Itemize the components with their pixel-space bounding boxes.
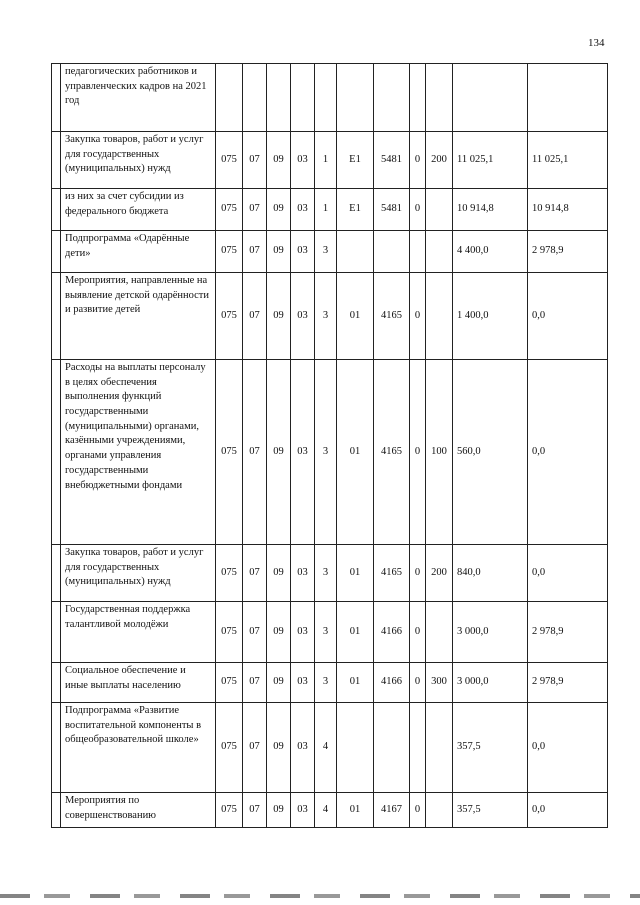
item-name-cell: Мероприятия по совершенствованию <box>61 793 216 828</box>
code-cell-c5: 3 <box>315 273 337 360</box>
code-cell-c1 <box>216 64 243 132</box>
code-cell-c5 <box>315 64 337 132</box>
code-cell-c9: 200 <box>426 132 453 189</box>
code-cell-c6: 01 <box>337 273 374 360</box>
code-cell-c6: 01 <box>337 360 374 545</box>
code-cell-c2: 07 <box>243 360 267 545</box>
row-number-cell <box>52 64 61 132</box>
table-row <box>52 602 608 663</box>
code-cell-c7 <box>374 231 410 273</box>
code-cell-c8: 0 <box>410 360 426 545</box>
code-cell-c5: 1 <box>315 189 337 231</box>
code-cell-c3: 09 <box>267 545 291 602</box>
amount2-cell: 0,0 <box>528 360 608 545</box>
code-cell-c2: 07 <box>243 793 267 828</box>
scan-footer-artifact <box>0 894 640 898</box>
amount1-cell: 560,0 <box>453 360 528 545</box>
code-cell-c3: 09 <box>267 273 291 360</box>
amount1-cell: 10 914,8 <box>453 189 528 231</box>
item-name-cell: Государственная поддержка талантливой молодёжи <box>61 602 216 663</box>
code-cell-c6: 01 <box>337 793 374 828</box>
code-cell-c6 <box>337 231 374 273</box>
code-cell-c9 <box>426 231 453 273</box>
code-cell-c3: 09 <box>267 132 291 189</box>
code-cell-c3: 09 <box>267 189 291 231</box>
code-cell-c2: 07 <box>243 545 267 602</box>
code-cell-c1: 075 <box>216 793 243 828</box>
table-row <box>52 273 608 360</box>
row-number-cell <box>52 189 61 231</box>
code-cell-c7: 5481 <box>374 132 410 189</box>
code-cell-c6: E1 <box>337 132 374 189</box>
code-cell-c8: 0 <box>410 132 426 189</box>
row-number-cell <box>52 132 61 189</box>
code-cell-c6: 01 <box>337 602 374 663</box>
code-cell-c2: 07 <box>243 273 267 360</box>
code-cell-c3: 09 <box>267 602 291 663</box>
item-name-cell: Закупка товаров, работ и услуг для государственных (муниципальных) нужд <box>61 132 216 189</box>
code-cell-c7: 4167 <box>374 793 410 828</box>
code-cell-c4: 03 <box>291 703 315 793</box>
code-cell-c9: 300 <box>426 663 453 703</box>
amount1-cell: 357,5 <box>453 793 528 828</box>
row-number-cell <box>52 273 61 360</box>
code-cell-c2: 07 <box>243 231 267 273</box>
code-cell-c4: 03 <box>291 360 315 545</box>
item-name-cell: педагогических работников и управленческих кадров на 2021 год <box>61 64 216 132</box>
code-cell-c7: 4166 <box>374 602 410 663</box>
code-cell-c5: 4 <box>315 703 337 793</box>
code-cell-c7 <box>374 703 410 793</box>
amount2-cell: 11 025,1 <box>528 132 608 189</box>
code-cell-c9 <box>426 273 453 360</box>
item-name-cell: Социальное обеспечение и иные выплаты населению <box>61 663 216 703</box>
item-name-cell: Подпрограмма «Одарённые дети» <box>61 231 216 273</box>
item-name-cell: Мероприятия, направленные на выявление детской одарённости и развитие детей <box>61 273 216 360</box>
amount1-cell: 840,0 <box>453 545 528 602</box>
row-number-cell <box>52 360 61 545</box>
item-name-cell: Расходы на выплаты персоналу в целях обеспечения выполнения функций государственными (муниципальными) органами, казёнными учреждениями, органами управления государственными внебюджетными фондами <box>61 360 216 545</box>
table-row <box>52 663 608 703</box>
code-cell-c1: 075 <box>216 602 243 663</box>
code-cell-c6 <box>337 64 374 132</box>
amount1-cell: 1 400,0 <box>453 273 528 360</box>
code-cell-c8: 0 <box>410 273 426 360</box>
amount2-cell: 2 978,9 <box>528 231 608 273</box>
amount2-cell: 0,0 <box>528 703 608 793</box>
code-cell-c9 <box>426 64 453 132</box>
code-cell-c5: 3 <box>315 545 337 602</box>
code-cell-c1: 075 <box>216 360 243 545</box>
amount2-cell: 10 914,8 <box>528 189 608 231</box>
code-cell-c1: 075 <box>216 273 243 360</box>
code-cell-c8: 0 <box>410 545 426 602</box>
code-cell-c4: 03 <box>291 231 315 273</box>
code-cell-c2: 07 <box>243 602 267 663</box>
code-cell-c7: 4166 <box>374 663 410 703</box>
code-cell-c4: 03 <box>291 273 315 360</box>
code-cell-c1: 075 <box>216 231 243 273</box>
code-cell-c5: 3 <box>315 602 337 663</box>
item-name-cell: из них за счет субсидии из федерального бюджета <box>61 189 216 231</box>
code-cell-c4: 03 <box>291 132 315 189</box>
code-cell-c8: 0 <box>410 793 426 828</box>
code-cell-c1: 075 <box>216 132 243 189</box>
amount1-cell: 357,5 <box>453 703 528 793</box>
code-cell-c5: 4 <box>315 793 337 828</box>
code-cell-c3: 09 <box>267 663 291 703</box>
code-cell-c8 <box>410 703 426 793</box>
code-cell-c2: 07 <box>243 663 267 703</box>
amount2-cell: 0,0 <box>528 545 608 602</box>
table-row <box>52 793 608 828</box>
code-cell-c2: 07 <box>243 703 267 793</box>
amount2-cell: 0,0 <box>528 273 608 360</box>
row-number-cell <box>52 663 61 703</box>
amount2-cell: 2 978,9 <box>528 602 608 663</box>
amount2-cell: 2 978,9 <box>528 663 608 703</box>
row-number-cell <box>52 602 61 663</box>
code-cell-c3: 09 <box>267 703 291 793</box>
code-cell-c8: 0 <box>410 602 426 663</box>
amount2-cell: 0,0 <box>528 793 608 828</box>
code-cell-c7: 4165 <box>374 545 410 602</box>
code-cell-c7: 5481 <box>374 189 410 231</box>
code-cell-c7 <box>374 64 410 132</box>
amount1-cell: 3 000,0 <box>453 663 528 703</box>
code-cell-c9 <box>426 189 453 231</box>
code-cell-c8: 0 <box>410 663 426 703</box>
code-cell-c4 <box>291 64 315 132</box>
table-row <box>52 231 608 273</box>
code-cell-c6: 01 <box>337 663 374 703</box>
code-cell-c4: 03 <box>291 189 315 231</box>
amount1-cell: 11 025,1 <box>453 132 528 189</box>
code-cell-c8 <box>410 231 426 273</box>
amount1-cell <box>453 64 528 132</box>
row-number-cell <box>52 545 61 602</box>
code-cell-c5: 3 <box>315 360 337 545</box>
code-cell-c4: 03 <box>291 602 315 663</box>
row-number-cell <box>52 703 61 793</box>
code-cell-c2 <box>243 64 267 132</box>
code-cell-c5: 1 <box>315 132 337 189</box>
amount1-cell: 3 000,0 <box>453 602 528 663</box>
code-cell-c5: 3 <box>315 231 337 273</box>
amount2-cell <box>528 64 608 132</box>
code-cell-c7: 4165 <box>374 360 410 545</box>
row-number-cell <box>52 231 61 273</box>
code-cell-c3: 09 <box>267 360 291 545</box>
code-cell-c2: 07 <box>243 189 267 231</box>
code-cell-c9: 200 <box>426 545 453 602</box>
code-cell-c1: 075 <box>216 189 243 231</box>
code-cell-c5: 3 <box>315 663 337 703</box>
code-cell-c8: 0 <box>410 189 426 231</box>
code-cell-c4: 03 <box>291 793 315 828</box>
code-cell-c4: 03 <box>291 545 315 602</box>
code-cell-c3: 09 <box>267 793 291 828</box>
table-row <box>52 132 608 189</box>
budget-table <box>51 63 608 828</box>
item-name-cell: Подпрограмма «Развитие воспитательной компоненты в общеобразовательной школе» <box>61 703 216 793</box>
code-cell-c1: 075 <box>216 663 243 703</box>
code-cell-c1: 075 <box>216 703 243 793</box>
item-name-cell: Закупка товаров, работ и услуг для государственных (муниципальных) нужд <box>61 545 216 602</box>
code-cell-c6: 01 <box>337 545 374 602</box>
code-cell-c8 <box>410 64 426 132</box>
code-cell-c7: 4165 <box>374 273 410 360</box>
table-row <box>52 703 608 793</box>
code-cell-c6: E1 <box>337 189 374 231</box>
table-row <box>52 545 608 602</box>
code-cell-c4: 03 <box>291 663 315 703</box>
code-cell-c6 <box>337 703 374 793</box>
table-row <box>52 189 608 231</box>
code-cell-c3: 09 <box>267 231 291 273</box>
row-number-cell <box>52 793 61 828</box>
code-cell-c2: 07 <box>243 132 267 189</box>
code-cell-c9 <box>426 602 453 663</box>
code-cell-c9 <box>426 793 453 828</box>
amount1-cell: 4 400,0 <box>453 231 528 273</box>
code-cell-c9: 100 <box>426 360 453 545</box>
table-row <box>52 64 608 132</box>
code-cell-c1: 075 <box>216 545 243 602</box>
page-number: 134 <box>588 37 605 49</box>
code-cell-c3 <box>267 64 291 132</box>
table-row <box>52 360 608 545</box>
code-cell-c9 <box>426 703 453 793</box>
